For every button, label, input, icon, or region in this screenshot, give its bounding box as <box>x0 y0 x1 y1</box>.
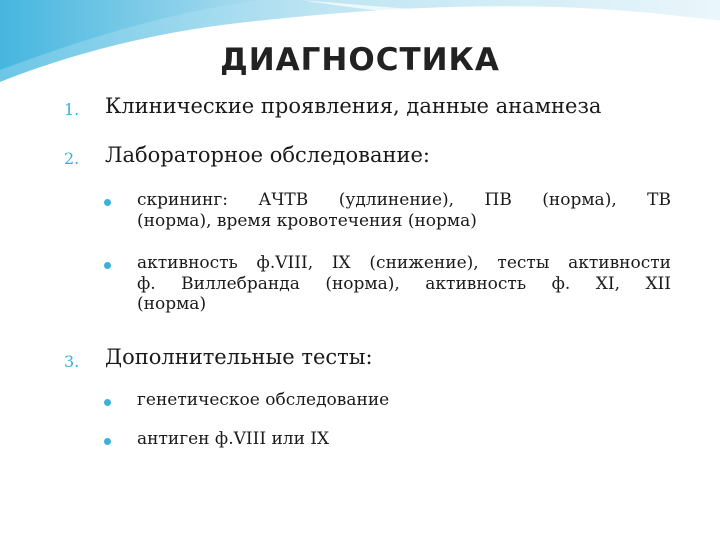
lab-bullet-screening-line-1: скрининг: АЧТВ (удлинение), ПВ (норма), ТВ <box>137 190 671 210</box>
bullet-icon <box>104 199 111 206</box>
bullet-icon <box>104 262 111 269</box>
extra-bullet-genetic: генетическое обследование <box>137 390 390 410</box>
lab-bullet-screening-line-2: (норма), время кровотечения (норма) <box>137 210 477 231</box>
list-item-extra: Дополнительные тесты: <box>105 345 373 369</box>
bullet-icon <box>104 399 111 406</box>
lab-bullet-activity <box>137 253 671 315</box>
list-number-2: 2. <box>64 149 80 168</box>
lab-bullet-screening <box>137 190 671 231</box>
lab-bullet-activity-line-1: активность ф.VIII, IX (снижение), тесты активности <box>137 253 671 273</box>
list-item-clinical: Клинические проявления, данные анамнеза <box>105 94 602 118</box>
list-number-1: 1. <box>64 100 80 119</box>
extra-bullet-antigen: антиген ф.VIII или IX <box>137 429 330 449</box>
lab-bullet-activity-line-3: (норма) <box>137 294 207 314</box>
list-item-lab: Лабораторное обследование: <box>105 143 430 167</box>
page-title: ДИАГНОСТИКА <box>220 42 500 78</box>
list-number-3: 3. <box>64 352 80 371</box>
lab-bullet-activity-line-2: ф. Виллебранда (норма), активность ф. XI, XII <box>137 273 671 294</box>
bullet-icon <box>104 438 111 445</box>
